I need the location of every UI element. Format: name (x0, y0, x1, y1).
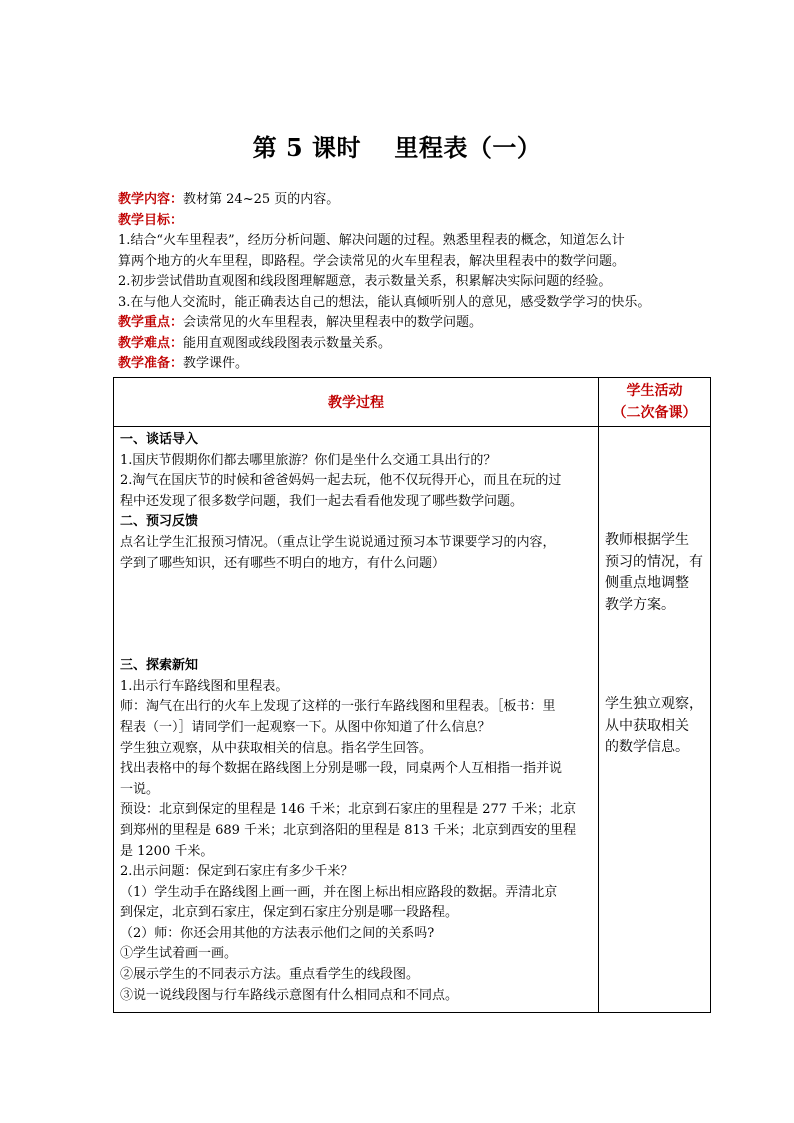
teaching-difficulty-text: 能用直观图或线段图表示数量关系。 (183, 335, 392, 351)
section-title: 二、预习反馈 (120, 514, 199, 530)
activity-note-line: 学生独立观察， (605, 696, 703, 712)
activity-note-line: 教学方案。 (605, 596, 675, 613)
lesson-meta (118, 190, 718, 375)
process-line: （1）学生动手在路线图上画一画，并在图上标出相应路段的数据。弄清北京 (120, 884, 558, 900)
lesson-table (113, 377, 711, 1013)
goal-line: 2.初步尝试借助直观图和线段图理解题意，表示数量关系，积累解决实际问题的经验。 (118, 274, 612, 289)
activity-note-line: 从中获取相关 (605, 717, 689, 734)
process-line: 到郑州的里程是 689 千米；北京到洛阳的里程是 813 千米；北京到西安的里程 (120, 822, 577, 838)
blank-gap (605, 616, 704, 694)
process-line: 点名让学生汇报预习情况。（重点让学生说说通过预习本节课要学习的内容， (120, 534, 556, 550)
activity-header (599, 378, 711, 427)
teaching-goal-heading (118, 211, 718, 232)
process-line: 一说。 (120, 781, 160, 797)
table-body-row (114, 427, 711, 1013)
teaching-difficulty-label: 教学难点： (118, 335, 184, 351)
process-line: 1.国庆节假期你们都去哪里旅游？你们是坐什么交通工具出行的？ (120, 452, 497, 468)
goal-line: 1.结合“火车里程表”，经历分析问题、解决问题的过程。熟悉里程表的概念，知道怎么计 (118, 233, 625, 248)
teaching-difficulty (118, 334, 718, 355)
process-line: 是 1200 千米。 (120, 843, 214, 859)
activity-note-line: 侧重点地调整 (605, 575, 689, 591)
process-line: 2.出示问题：保定到石家庄有多少千米？ (120, 864, 354, 880)
process-line: 程中还发现了很多数学问题，我们一起去看看他发现了哪些数学问题。 (120, 493, 524, 509)
process-cell (114, 427, 599, 1013)
teaching-prep-label: 教学准备： (118, 356, 184, 371)
activity-header-line2: （二次备课） (612, 405, 697, 421)
teaching-key-label: 教学重点： (118, 315, 184, 330)
blank-gap (120, 574, 594, 656)
section-title: 三、探索新知 (120, 658, 199, 674)
goal-line: 算两个地方的火车里程，即路程。学会读常见的火车里程表，解决里程表中的数学问题。 (118, 253, 626, 269)
process-line: 找出表格中的每个数据在路线图上分别是哪一段，同桌两个人互相指一指并说 (120, 761, 563, 777)
section-title: 一、谈话导入 (120, 432, 199, 447)
activity-cell (599, 427, 711, 1013)
activity-note-line: 预习的情况，有 (605, 553, 703, 570)
teaching-prep-text: 教学课件。 (183, 356, 249, 371)
process-line: 程表（一）］请同学们一起观察一下。从图中你知道了什么信息？ (120, 719, 491, 735)
goal-line: 3.在与他人交流时，能正确表达自己的想法，能认真倾听别人的意见，感受数学学习的快乐。 (118, 294, 651, 310)
process-line: 学到了哪些知识，还有哪些不明白的地方，有什么问题） (120, 555, 446, 571)
teaching-content (118, 190, 718, 211)
table-header-row (114, 378, 711, 427)
activity-note-line: 教师根据学生 (605, 532, 689, 548)
teaching-content-text: 教材第 24~25 页的内容。 (183, 192, 340, 207)
process-line: 到保定，北京到石家庄，保定到石家庄分别是哪一段路程。 (120, 905, 459, 921)
process-line: 2.淘气在国庆节的时候和爸爸妈妈一起去玩，他不仅玩得开心，而且在玩的过 (120, 473, 562, 489)
teaching-key (118, 313, 718, 334)
lesson-title: 第 5 课时 里程表（一） (252, 133, 542, 162)
process-line: 师：淘气在出行的火车上发现了这样的一张行车路线图和里程表。［板书：里 (120, 699, 556, 715)
teaching-key-text: 会读常见的火车里程表，解决里程表中的数学问题。 (183, 315, 483, 330)
process-header: 教学过程 (114, 378, 599, 427)
process-line: 1.出示行车路线图和里程表。 (120, 678, 289, 694)
process-line: ③说一说线段图与行车路线示意图有什么相同点和不同点。 (120, 987, 459, 1003)
blank-gap (605, 427, 704, 530)
activity-header-line1: 学生活动 (626, 383, 683, 399)
process-line: ②展示学生的不同表示方法。重点看学生的线段图。 (120, 967, 420, 983)
process-line: 学生独立观察，从中获取相关的信息。指名学生回答。 (120, 740, 433, 756)
teaching-prep (118, 354, 718, 375)
process-line: 预设：北京到保定的里程是 146 千米；北京到石家庄的里程是 277 千米；北京 (120, 802, 577, 818)
process-line: （2）师：你还会用其他的方法表示他们之间的关系吗? (120, 925, 435, 941)
teaching-content-label: 教学内容： (118, 192, 184, 207)
teaching-goal-label: 教学目标： (118, 212, 184, 228)
process-line: ①学生试着画一画。 (120, 946, 238, 962)
activity-note-line: 的数学信息。 (605, 739, 689, 755)
